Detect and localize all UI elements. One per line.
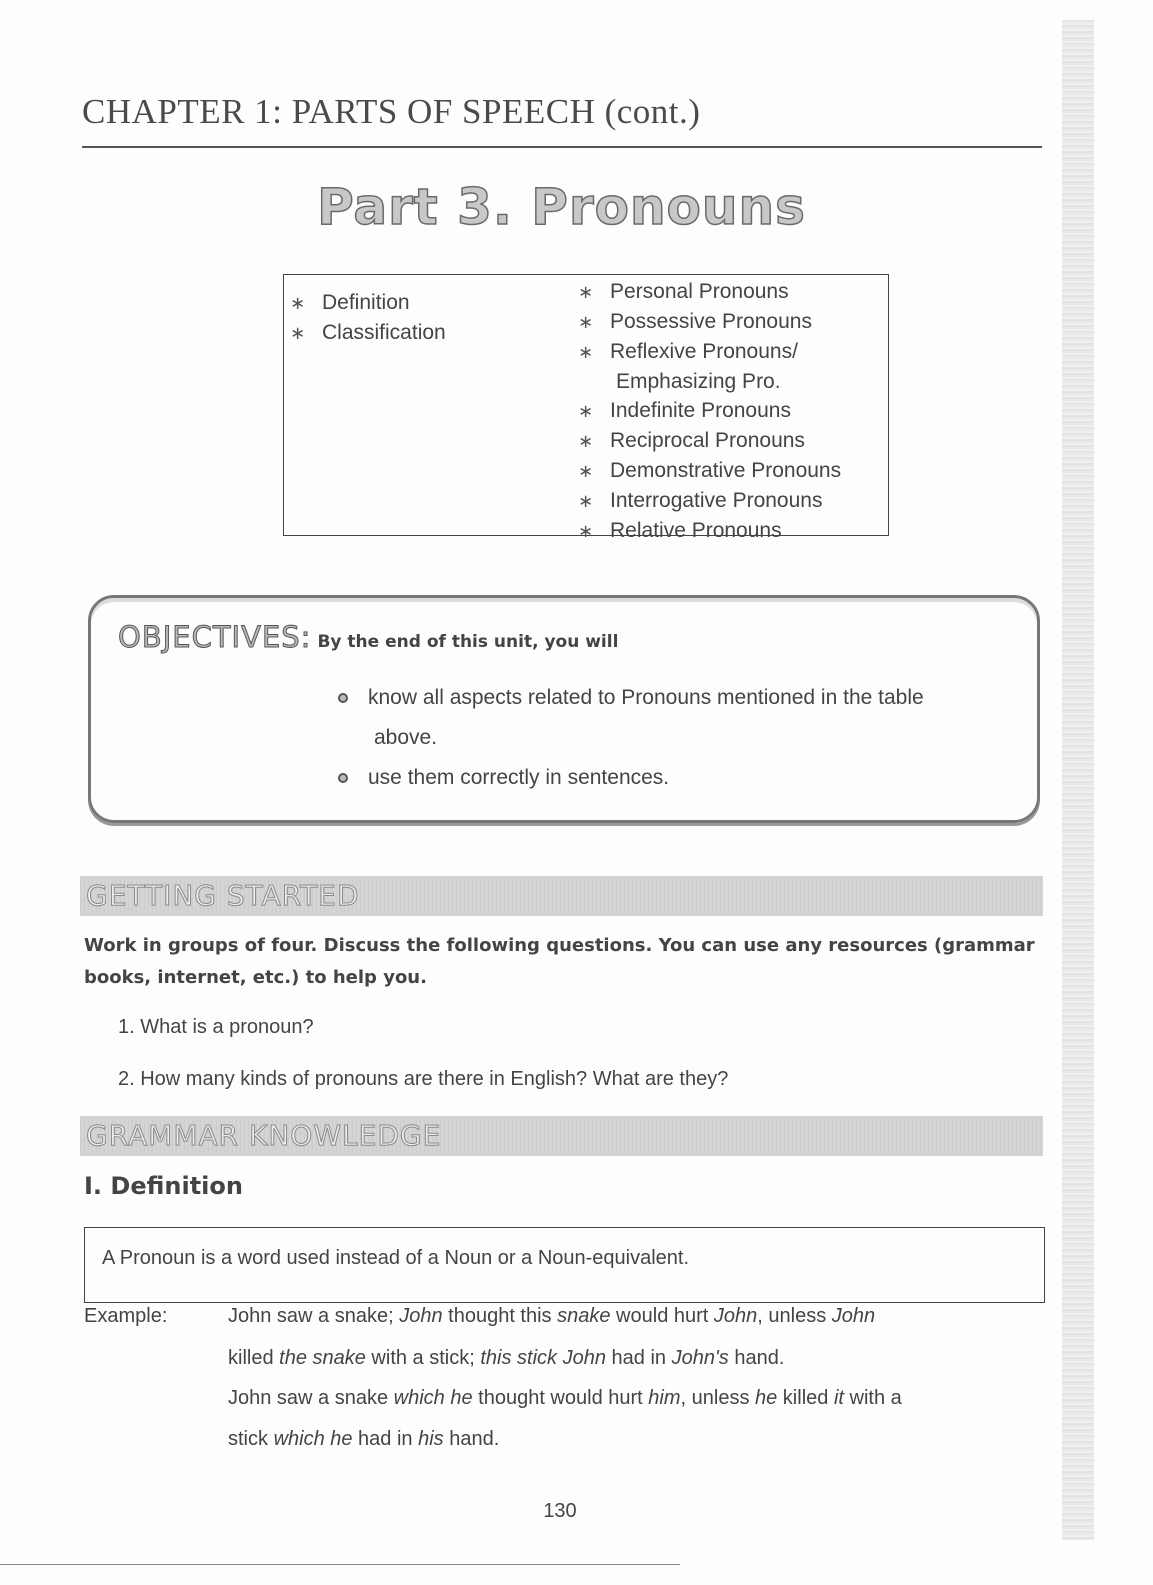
asterisk-icon: ∗	[290, 323, 306, 343]
example-emphasis: John	[831, 1305, 876, 1327]
asterisk-icon: ∗	[578, 521, 594, 541]
example-text: stick	[228, 1428, 274, 1450]
toc-left-column	[290, 288, 446, 348]
example-text: had in	[605, 1347, 672, 1369]
asterisk-icon: ∗	[578, 401, 594, 421]
asterisk-icon: ∗	[578, 491, 594, 511]
example-emphasis: him	[648, 1387, 681, 1409]
toc-item: ∗ Interrogative Pronouns	[578, 486, 841, 516]
example-line	[228, 1347, 784, 1370]
bullet-icon	[338, 773, 348, 783]
example-line	[228, 1428, 499, 1451]
example-text: , unless	[680, 1387, 755, 1409]
example-emphasis: John's	[671, 1347, 729, 1369]
toc-item: ∗ Reciprocal Pronouns	[578, 426, 841, 456]
objective-item: know all aspects related to Pronouns mentioned in the table	[338, 678, 924, 718]
example-text: thought would hurt	[472, 1387, 649, 1409]
asterisk-icon: ∗	[578, 461, 594, 481]
example-emphasis: John	[399, 1305, 443, 1327]
example-emphasis: snake	[557, 1305, 611, 1327]
chapter-rule	[82, 146, 1042, 148]
grammar-knowledge-label: GRAMMAR KNOWLEDGE	[86, 1119, 442, 1152]
chapter-heading: CHAPTER 1: PARTS OF SPEECH (cont.)	[82, 92, 701, 131]
objective-item: use them correctly in sentences.	[338, 758, 924, 798]
part-title: Part 3. Pronouns	[317, 178, 806, 236]
example-emphasis: which he	[273, 1428, 353, 1450]
asterisk-icon: ∗	[578, 282, 594, 302]
question-item: 2. How many kinds of pronouns are there in English? What are they?	[118, 1068, 729, 1090]
toc-item: ∗ Classification	[290, 318, 446, 348]
example-emphasis: which he	[393, 1387, 473, 1409]
getting-started-label: GETTING STARTED	[86, 879, 360, 912]
example-text: John saw a snake;	[228, 1305, 400, 1327]
toc-item-continuation: Emphasizing Pro.	[616, 370, 781, 393]
toc-item: ∗ Indefinite Pronouns	[578, 396, 841, 426]
example-text: hand.	[443, 1428, 500, 1450]
toc-item: ∗ Personal Pronouns	[578, 277, 841, 307]
example-label: Example:	[84, 1305, 168, 1327]
objectives-heading	[118, 620, 618, 654]
grammar-knowledge-bar	[80, 1116, 1043, 1156]
example-emphasis: the snake	[279, 1347, 366, 1369]
example-emphasis: John	[713, 1305, 758, 1327]
toc-right-column	[578, 277, 841, 546]
example-emphasis: his	[418, 1428, 444, 1450]
example-emphasis: this stick John	[480, 1347, 606, 1369]
example-text: would hurt	[610, 1305, 714, 1327]
scanned-page-edge	[1062, 20, 1094, 1540]
example-emphasis: he	[755, 1387, 778, 1409]
objectives-title: OBJECTIVES:	[118, 620, 312, 654]
example-text: with a stick;	[365, 1347, 481, 1369]
example-text: hand.	[728, 1347, 785, 1369]
asterisk-icon: ∗	[578, 431, 594, 451]
toc-item: ∗ Demonstrative Pronouns	[578, 456, 841, 486]
toc-item: ∗ Relative Pronouns	[578, 516, 841, 546]
bullet-icon	[338, 693, 348, 703]
section-heading: I. Definition	[84, 1172, 243, 1200]
example-text: killed	[777, 1387, 834, 1409]
example-text: , unless	[757, 1305, 832, 1327]
getting-started-bar	[80, 876, 1043, 916]
toc-item: ∗ Reflexive Pronouns/	[578, 337, 841, 367]
example-text: thought this	[442, 1305, 558, 1327]
toc-item: ∗ Definition	[290, 288, 446, 318]
asterisk-icon: ∗	[578, 312, 594, 332]
asterisk-icon: ∗	[290, 293, 306, 313]
example-text: John saw a snake	[228, 1387, 394, 1409]
objectives-list	[338, 678, 924, 798]
example-line	[228, 1387, 902, 1410]
objectives-lead: By the end of this unit, you will	[317, 632, 619, 652]
definition-text: A Pronoun is a word used instead of a Noun or a Noun-equivalent.	[102, 1247, 690, 1269]
example-text: killed	[228, 1347, 280, 1369]
asterisk-icon: ∗	[578, 342, 594, 362]
example-line	[228, 1305, 875, 1328]
page-number: 130	[543, 1500, 577, 1522]
example-emphasis: it	[833, 1387, 844, 1409]
instructions: Work in groups of four. Discuss the following questions. You can use any resources (grammar books, internet, etc.) to help you.	[84, 935, 1035, 988]
toc-item: ∗ Possessive Pronouns	[578, 307, 841, 337]
question-item: 1. What is a pronoun?	[118, 1016, 314, 1038]
example-text: with a	[843, 1387, 902, 1409]
example-text: had in	[352, 1428, 419, 1450]
objective-item-continuation: above.	[374, 726, 438, 749]
bottom-rule	[0, 1564, 680, 1565]
